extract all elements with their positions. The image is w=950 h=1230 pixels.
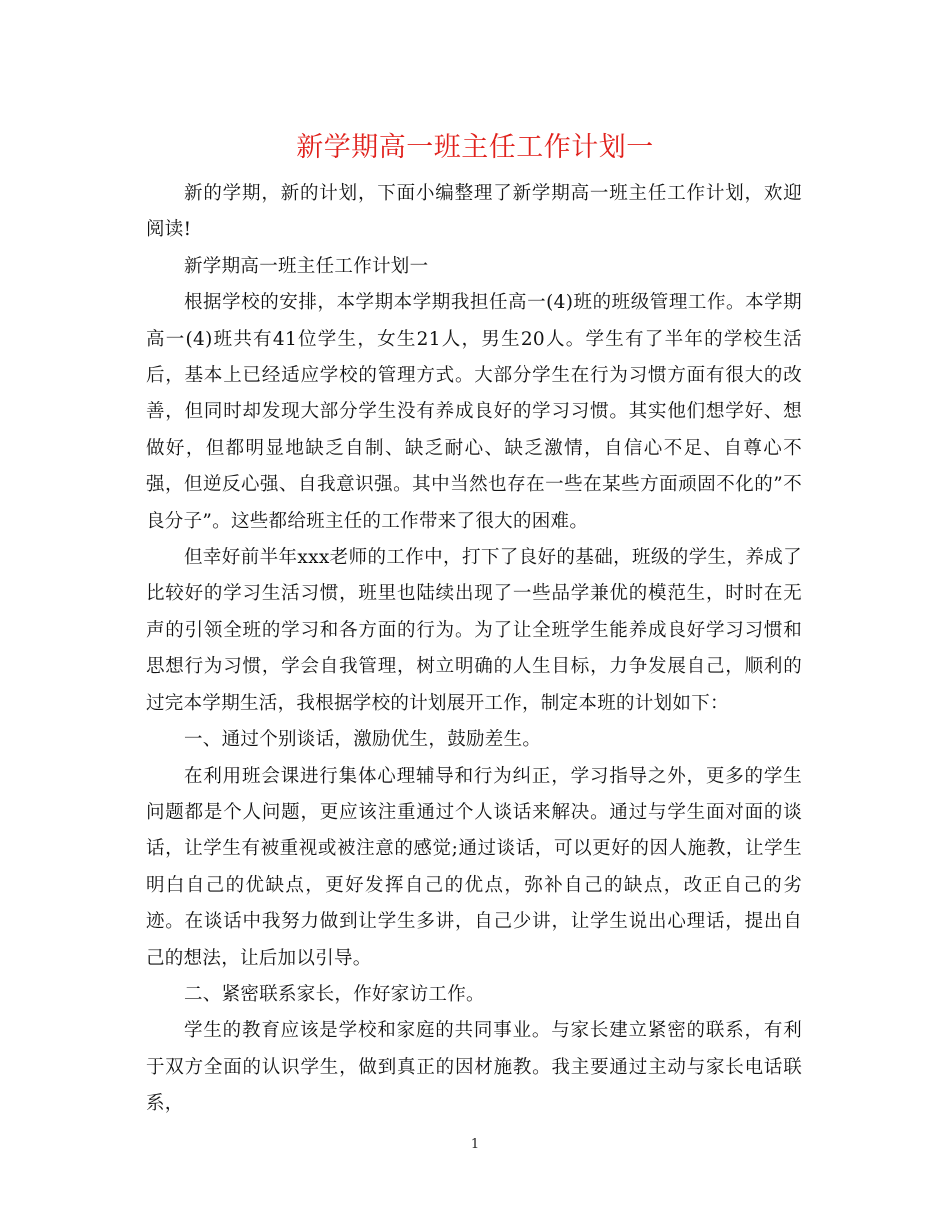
point-one-heading: 一、通过个别谈话，激励优生，鼓励差生。 [184,729,542,751]
section-heading-paragraph: 新学期高一班主任工作计划一 [184,255,429,277]
class-situation-paragraph: 根据学校的安排，本学期本学期我担任高一(4)班的班级管理工作。本学期高一(4)班共有41位学生，女生21人，男生20人。学生有了半年的学校生活后，基本上已经适应学校的管理方式。大部分学生在行为习惯方面有很大的改善，但同时却发现大部分学生没有养成良好的学习习惯。其实他们想学好、想做好，但都明显地缺乏自制、缺乏耐心、缺乏激情，自信心不足、自尊心不强，但逆反心强、自我意识强。其中当然也存在一些在某些方面顽固不化的”不良分子”。这些都给班主任的工作带来了很大的困难。 [146,292,802,532]
point-one-paragraph: 在利用班会课进行集体心理辅导和行为纠正，学习指导之外，更多的学生问题都是个人问题，更应该注重通过个人谈话来解决。通过与学生面对面的谈话，让学生有被重视或被注意的感觉;通过谈话，可以更好的因人施教，让学生明白自己的优缺点，更好发挥自己的优点，弥补自己的缺点，改正自己的劣迹。在谈话中我努力做到让学生多讲，自己少讲，让学生说出心理话，提出自己的想法，让后加以引导。 [146,765,802,969]
point-two-heading: 二、紧密联系家长，作好家访工作。 [184,983,485,1005]
document-title: 新学期高一班主任工作计划一 [296,132,654,163]
page-number: 1 [470,1137,480,1152]
document-body [146,176,802,1123]
point-two-paragraph: 学生的教育应该是学校和家庭的共同事业。与家长建立紧密的联系，有利于双方全面的认识学生，做到真正的因材施教。我主要通过主动与家长电话联系， [146,1020,802,1115]
foundation-paragraph: 但幸好前半年xxx老师的工作中，打下了良好的基础，班级的学生，养成了比较好的学习生活习惯，班里也陆续出现了一些品学兼优的模范生，时时在无声的引领全班的学习和各方面的行为。为了让全班学生能养成良好学习习惯和思想行为习惯，学会自我管理，树立明确的人生目标，力争发展自己，顺利的过完本学期生活，我根据学校的计划展开工作，制定本班的计划如下： [146,547,802,714]
intro-paragraph: 新的学期，新的计划，下面小编整理了新学期高一班主任工作计划，欢迎阅读! [146,183,802,241]
